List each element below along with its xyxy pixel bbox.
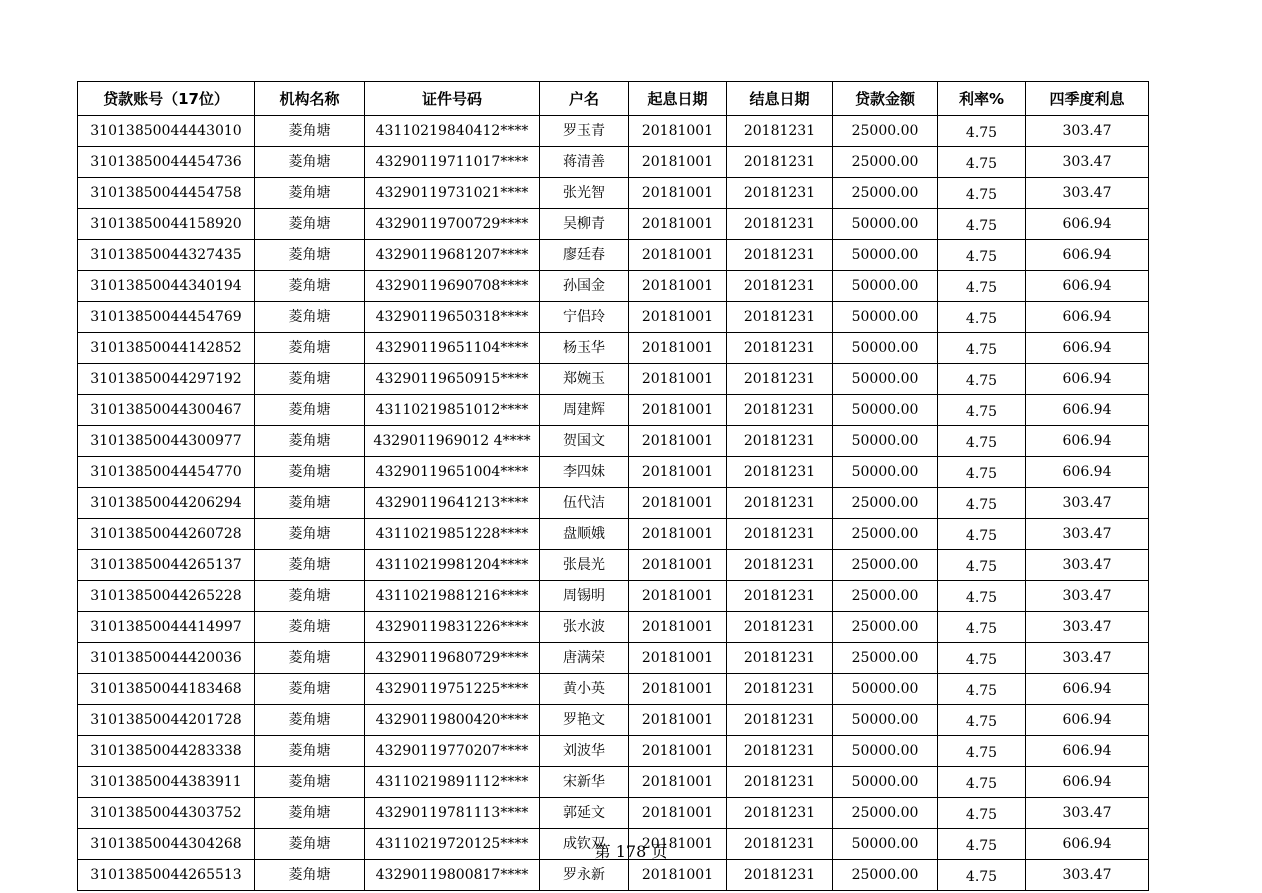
account-name-cell: 郭延文	[540, 798, 629, 829]
header-q4-interest: 四季度利息	[1026, 82, 1149, 116]
institution-cell: 菱角塘	[255, 457, 365, 488]
institution-cell: 菱角塘	[255, 209, 365, 240]
account-name-cell: 张晨光	[540, 550, 629, 581]
loan-amount-cell: 25000.00	[833, 550, 938, 581]
id-number-cell: 43110219840412****	[365, 116, 540, 147]
start-date-cell: 20181001	[629, 395, 727, 426]
loan-amount-cell: 50000.00	[833, 364, 938, 395]
loan-account-cell: 31013850044297192	[78, 364, 255, 395]
account-name-cell: 李四妹	[540, 457, 629, 488]
id-number-cell: 43290119831226****	[365, 612, 540, 643]
end-date-cell: 20181231	[727, 612, 833, 643]
q4-interest-cell: 303.47	[1026, 612, 1149, 643]
loan-amount-cell: 25000.00	[833, 147, 938, 178]
table-row	[78, 519, 1149, 550]
account-name-cell: 张水波	[540, 612, 629, 643]
institution-cell: 菱角塘	[255, 798, 365, 829]
institution-cell: 菱角塘	[255, 674, 365, 705]
table-row	[78, 581, 1149, 612]
table-row	[78, 550, 1149, 581]
account-name-cell: 蒋清善	[540, 147, 629, 178]
table-header-row	[78, 82, 1149, 116]
end-date-cell: 20181231	[727, 271, 833, 302]
end-date-cell: 20181231	[727, 457, 833, 488]
account-name-cell: 成钦双	[540, 829, 629, 860]
table-row	[78, 209, 1149, 240]
q4-interest-cell: 606.94	[1026, 395, 1149, 426]
end-date-cell: 20181231	[727, 426, 833, 457]
account-name-cell: 罗玉青	[540, 116, 629, 147]
account-name-cell: 周建辉	[540, 395, 629, 426]
end-date-cell: 20181231	[727, 643, 833, 674]
institution-cell: 菱角塘	[255, 767, 365, 798]
institution-cell: 菱角塘	[255, 736, 365, 767]
page-number: 第 178 页	[594, 842, 668, 861]
id-number-cell: 43290119731021****	[365, 178, 540, 209]
interest-rate-cell: 4.75	[938, 333, 1026, 364]
loan-account-cell: 31013850044265137	[78, 550, 255, 581]
id-number-cell: 43110219881216****	[365, 581, 540, 612]
loan-account-cell: 31013850044414997	[78, 612, 255, 643]
loan-amount-cell: 25000.00	[833, 488, 938, 519]
q4-interest-cell: 303.47	[1026, 798, 1149, 829]
interest-rate-cell: 4.75	[938, 302, 1026, 333]
institution-cell: 菱角塘	[255, 426, 365, 457]
end-date-cell: 20181231	[727, 767, 833, 798]
account-name-cell: 唐满荣	[540, 643, 629, 674]
end-date-cell: 20181231	[727, 829, 833, 860]
end-date-cell: 20181231	[727, 550, 833, 581]
id-number-cell: 43290119751225****	[365, 674, 540, 705]
table-row	[78, 364, 1149, 395]
table-row	[78, 674, 1149, 705]
loan-amount-cell: 50000.00	[833, 736, 938, 767]
institution-cell: 菱角塘	[255, 333, 365, 364]
start-date-cell: 20181001	[629, 705, 727, 736]
table-row	[78, 736, 1149, 767]
interest-rate-cell: 4.75	[938, 364, 1026, 395]
loan-amount-cell: 25000.00	[833, 612, 938, 643]
interest-rate-cell: 4.75	[938, 395, 1026, 426]
q4-interest-cell: 606.94	[1026, 302, 1149, 333]
loan-account-cell: 31013850044454736	[78, 147, 255, 178]
table-row	[78, 860, 1149, 891]
table-row	[78, 488, 1149, 519]
loan-amount-cell: 50000.00	[833, 271, 938, 302]
interest-rate-cell: 4.75	[938, 705, 1026, 736]
header-interest-rate: 利率%	[938, 82, 1026, 116]
start-date-cell: 20181001	[629, 798, 727, 829]
institution-cell: 菱角塘	[255, 302, 365, 333]
start-date-cell: 20181001	[629, 178, 727, 209]
q4-interest-cell: 606.94	[1026, 426, 1149, 457]
table-row	[78, 705, 1149, 736]
start-date-cell: 20181001	[629, 767, 727, 798]
id-number-cell: 43290119770207****	[365, 736, 540, 767]
id-number-cell: 43290119681207****	[365, 240, 540, 271]
institution-cell: 菱角塘	[255, 519, 365, 550]
loan-account-cell: 31013850044454770	[78, 457, 255, 488]
q4-interest-cell: 606.94	[1026, 333, 1149, 364]
account-name-cell: 黄小英	[540, 674, 629, 705]
loan-account-cell: 31013850044260728	[78, 519, 255, 550]
id-number-cell: 43290119690708****	[365, 271, 540, 302]
account-name-cell: 周锡明	[540, 581, 629, 612]
start-date-cell: 20181001	[629, 550, 727, 581]
header-institution: 机构名称	[255, 82, 365, 116]
id-number-cell: 43290119650915****	[365, 364, 540, 395]
end-date-cell: 20181231	[727, 147, 833, 178]
interest-rate-cell: 4.75	[938, 860, 1026, 891]
interest-rate-cell: 4.75	[938, 798, 1026, 829]
institution-cell: 菱角塘	[255, 612, 365, 643]
account-name-cell: 宁侣玲	[540, 302, 629, 333]
interest-rate-cell: 4.75	[938, 736, 1026, 767]
q4-interest-cell: 606.94	[1026, 767, 1149, 798]
table-row	[78, 612, 1149, 643]
loan-amount-cell: 50000.00	[833, 302, 938, 333]
interest-rate-cell: 4.75	[938, 829, 1026, 860]
interest-rate-cell: 4.75	[938, 457, 1026, 488]
start-date-cell: 20181001	[629, 488, 727, 519]
loan-amount-cell: 50000.00	[833, 674, 938, 705]
start-date-cell: 20181001	[629, 860, 727, 891]
id-number-cell: 43290119700729****	[365, 209, 540, 240]
loan-account-cell: 31013850044304268	[78, 829, 255, 860]
end-date-cell: 20181231	[727, 395, 833, 426]
loan-account-cell: 31013850044327435	[78, 240, 255, 271]
table-row	[78, 240, 1149, 271]
id-number-cell: 43290119711017****	[365, 147, 540, 178]
institution-cell: 菱角塘	[255, 116, 365, 147]
account-name-cell: 罗艳文	[540, 705, 629, 736]
id-number-cell: 43290119651004****	[365, 457, 540, 488]
table-row	[78, 271, 1149, 302]
id-number-cell: 43110219720125****	[365, 829, 540, 860]
table-row	[78, 643, 1149, 674]
interest-rate-cell: 4.75	[938, 612, 1026, 643]
institution-cell: 菱角塘	[255, 829, 365, 860]
end-date-cell: 20181231	[727, 488, 833, 519]
header-start-date: 起息日期	[629, 82, 727, 116]
loan-amount-cell: 25000.00	[833, 178, 938, 209]
q4-interest-cell: 606.94	[1026, 271, 1149, 302]
q4-interest-cell: 303.47	[1026, 550, 1149, 581]
institution-cell: 菱角塘	[255, 271, 365, 302]
institution-cell: 菱角塘	[255, 643, 365, 674]
loan-amount-cell: 25000.00	[833, 519, 938, 550]
interest-rate-cell: 4.75	[938, 767, 1026, 798]
loan-amount-cell: 25000.00	[833, 798, 938, 829]
q4-interest-cell: 606.94	[1026, 457, 1149, 488]
interest-rate-cell: 4.75	[938, 674, 1026, 705]
q4-interest-cell: 303.47	[1026, 488, 1149, 519]
loan-account-cell: 31013850044201728	[78, 705, 255, 736]
start-date-cell: 20181001	[629, 426, 727, 457]
loan-amount-cell: 50000.00	[833, 457, 938, 488]
loan-amount-cell: 50000.00	[833, 426, 938, 457]
loan-amount-cell: 50000.00	[833, 705, 938, 736]
table-row	[78, 333, 1149, 364]
loan-amount-cell: 50000.00	[833, 767, 938, 798]
start-date-cell: 20181001	[629, 271, 727, 302]
account-name-cell: 伍代洁	[540, 488, 629, 519]
table-row	[78, 147, 1149, 178]
q4-interest-cell: 303.47	[1026, 147, 1149, 178]
id-number-cell: 43110219851012****	[365, 395, 540, 426]
end-date-cell: 20181231	[727, 674, 833, 705]
interest-rate-cell: 4.75	[938, 240, 1026, 271]
institution-cell: 菱角塘	[255, 550, 365, 581]
table-row	[78, 395, 1149, 426]
q4-interest-cell: 303.47	[1026, 178, 1149, 209]
end-date-cell: 20181231	[727, 178, 833, 209]
start-date-cell: 20181001	[629, 736, 727, 767]
start-date-cell: 20181001	[629, 519, 727, 550]
q4-interest-cell: 606.94	[1026, 736, 1149, 767]
header-loan-account: 贷款账号（17位）	[78, 82, 255, 116]
start-date-cell: 20181001	[629, 674, 727, 705]
loan-account-cell: 31013850044300467	[78, 395, 255, 426]
loan-account-cell: 31013850044303752	[78, 798, 255, 829]
interest-rate-cell: 4.75	[938, 519, 1026, 550]
start-date-cell: 20181001	[629, 581, 727, 612]
account-name-cell: 刘波华	[540, 736, 629, 767]
table-row	[78, 302, 1149, 333]
id-number-cell: 43290119800420****	[365, 705, 540, 736]
interest-rate-cell: 4.75	[938, 271, 1026, 302]
q4-interest-cell: 606.94	[1026, 364, 1149, 395]
loan-amount-cell: 25000.00	[833, 643, 938, 674]
table-row	[78, 457, 1149, 488]
start-date-cell: 20181001	[629, 333, 727, 364]
account-name-cell: 孙国金	[540, 271, 629, 302]
institution-cell: 菱角塘	[255, 364, 365, 395]
loan-account-cell: 31013850044206294	[78, 488, 255, 519]
header-account-name: 户名	[540, 82, 629, 116]
end-date-cell: 20181231	[727, 116, 833, 147]
q4-interest-cell: 606.94	[1026, 674, 1149, 705]
start-date-cell: 20181001	[629, 147, 727, 178]
loan-account-cell: 31013850044383911	[78, 767, 255, 798]
interest-rate-cell: 4.75	[938, 550, 1026, 581]
account-name-cell: 宋新华	[540, 767, 629, 798]
id-number-cell: 43290119781113****	[365, 798, 540, 829]
header-end-date: 结息日期	[727, 82, 833, 116]
loan-amount-cell: 25000.00	[833, 116, 938, 147]
table-row	[78, 178, 1149, 209]
q4-interest-cell: 303.47	[1026, 643, 1149, 674]
account-name-cell: 郑婉玉	[540, 364, 629, 395]
interest-rate-cell: 4.75	[938, 178, 1026, 209]
interest-rate-cell: 4.75	[938, 209, 1026, 240]
loan-account-cell: 31013850044265228	[78, 581, 255, 612]
institution-cell: 菱角塘	[255, 860, 365, 891]
institution-cell: 菱角塘	[255, 147, 365, 178]
loan-account-cell: 31013850044420036	[78, 643, 255, 674]
institution-cell: 菱角塘	[255, 178, 365, 209]
end-date-cell: 20181231	[727, 581, 833, 612]
id-number-cell: 4329011969012 4****	[365, 426, 540, 457]
end-date-cell: 20181231	[727, 736, 833, 767]
start-date-cell: 20181001	[629, 302, 727, 333]
loan-account-cell: 31013850044340194	[78, 271, 255, 302]
loan-account-cell: 31013850044265513	[78, 860, 255, 891]
loan-amount-cell: 50000.00	[833, 395, 938, 426]
start-date-cell: 20181001	[629, 829, 727, 860]
start-date-cell: 20181001	[629, 240, 727, 271]
account-name-cell: 贺国文	[540, 426, 629, 457]
institution-cell: 菱角塘	[255, 581, 365, 612]
loan-account-cell: 31013850044454769	[78, 302, 255, 333]
end-date-cell: 20181231	[727, 302, 833, 333]
q4-interest-cell: 303.47	[1026, 519, 1149, 550]
start-date-cell: 20181001	[629, 643, 727, 674]
q4-interest-cell: 606.94	[1026, 240, 1149, 271]
interest-rate-cell: 4.75	[938, 147, 1026, 178]
loan-account-cell: 31013850044283338	[78, 736, 255, 767]
header-id-number: 证件号码	[365, 82, 540, 116]
id-number-cell: 43110219851228****	[365, 519, 540, 550]
loan-amount-cell: 50000.00	[833, 829, 938, 860]
end-date-cell: 20181231	[727, 798, 833, 829]
interest-rate-cell: 4.75	[938, 116, 1026, 147]
account-name-cell: 廖廷春	[540, 240, 629, 271]
table-row	[78, 426, 1149, 457]
institution-cell: 菱角塘	[255, 705, 365, 736]
table-row	[78, 767, 1149, 798]
account-name-cell: 盘顺娥	[540, 519, 629, 550]
table-row	[78, 116, 1149, 147]
start-date-cell: 20181001	[629, 612, 727, 643]
start-date-cell: 20181001	[629, 457, 727, 488]
q4-interest-cell: 606.94	[1026, 829, 1149, 860]
end-date-cell: 20181231	[727, 364, 833, 395]
end-date-cell: 20181231	[727, 333, 833, 364]
start-date-cell: 20181001	[629, 364, 727, 395]
table-body	[78, 116, 1149, 891]
q4-interest-cell: 303.47	[1026, 860, 1149, 891]
id-number-cell: 43110219981204****	[365, 550, 540, 581]
q4-interest-cell: 303.47	[1026, 116, 1149, 147]
id-number-cell: 43290119800817****	[365, 860, 540, 891]
end-date-cell: 20181231	[727, 860, 833, 891]
id-number-cell: 43290119650318****	[365, 302, 540, 333]
interest-rate-cell: 4.75	[938, 426, 1026, 457]
q4-interest-cell: 303.47	[1026, 581, 1149, 612]
loan-amount-cell: 25000.00	[833, 860, 938, 891]
loan-account-cell: 31013850044183468	[78, 674, 255, 705]
id-number-cell: 43290119651104****	[365, 333, 540, 364]
loan-account-cell: 31013850044158920	[78, 209, 255, 240]
loan-amount-cell: 50000.00	[833, 333, 938, 364]
loan-account-cell: 31013850044300977	[78, 426, 255, 457]
q4-interest-cell: 606.94	[1026, 209, 1149, 240]
institution-cell: 菱角塘	[255, 240, 365, 271]
loan-amount-cell: 50000.00	[833, 209, 938, 240]
loan-amount-cell: 25000.00	[833, 581, 938, 612]
loan-interest-table	[77, 81, 1149, 891]
account-name-cell: 罗永新	[540, 860, 629, 891]
loan-amount-cell: 50000.00	[833, 240, 938, 271]
loan-account-cell: 31013850044443010	[78, 116, 255, 147]
institution-cell: 菱角塘	[255, 395, 365, 426]
id-number-cell: 43290119680729****	[365, 643, 540, 674]
account-name-cell: 张光智	[540, 178, 629, 209]
id-number-cell: 43110219891112****	[365, 767, 540, 798]
start-date-cell: 20181001	[629, 209, 727, 240]
loan-account-cell: 31013850044142852	[78, 333, 255, 364]
table-row	[78, 798, 1149, 829]
interest-rate-cell: 4.75	[938, 643, 1026, 674]
end-date-cell: 20181231	[727, 240, 833, 271]
end-date-cell: 20181231	[727, 209, 833, 240]
end-date-cell: 20181231	[727, 705, 833, 736]
interest-rate-cell: 4.75	[938, 581, 1026, 612]
loan-account-cell: 31013850044454758	[78, 178, 255, 209]
institution-cell: 菱角塘	[255, 488, 365, 519]
end-date-cell: 20181231	[727, 519, 833, 550]
account-name-cell: 杨玉华	[540, 333, 629, 364]
interest-rate-cell: 4.75	[938, 488, 1026, 519]
id-number-cell: 43290119641213****	[365, 488, 540, 519]
start-date-cell: 20181001	[629, 116, 727, 147]
account-name-cell: 吴柳青	[540, 209, 629, 240]
q4-interest-cell: 606.94	[1026, 705, 1149, 736]
header-loan-amount: 贷款金额	[833, 82, 938, 116]
